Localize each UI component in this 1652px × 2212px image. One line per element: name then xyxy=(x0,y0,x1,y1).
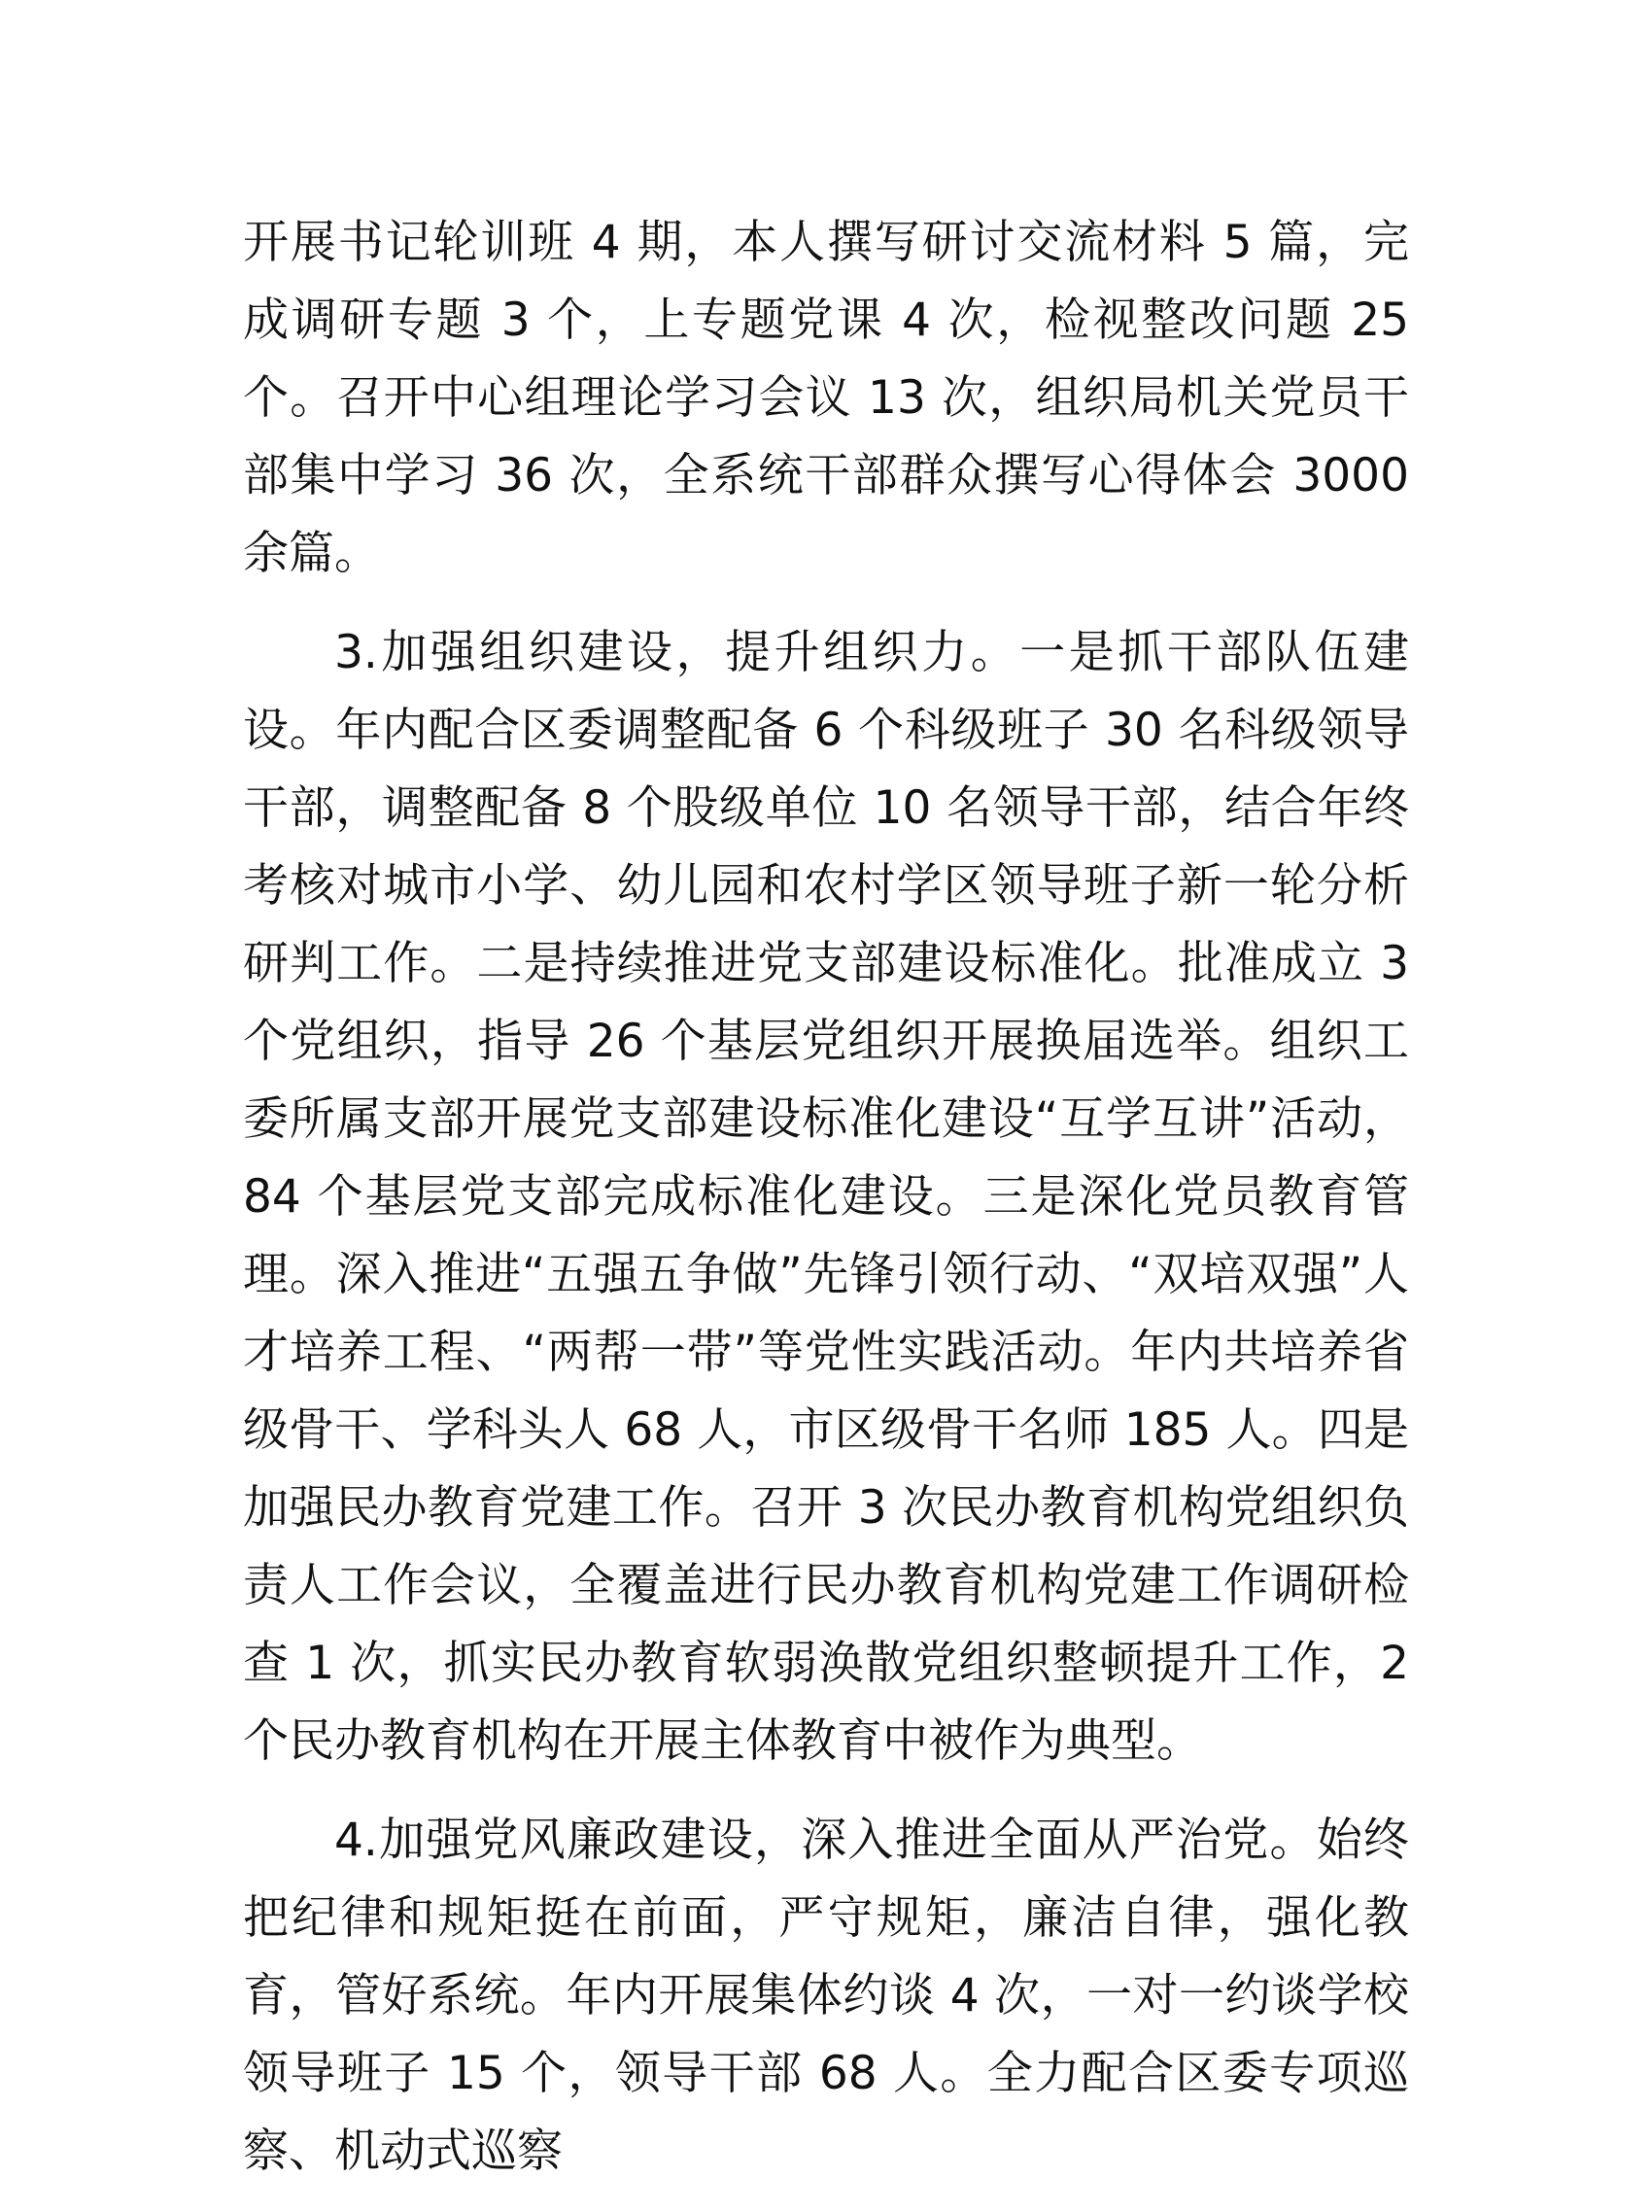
paragraph-party-conduct: 4.加强党风廉政建设，深入推进全面从严治党。始终把纪律和规矩挺在前面，严守规矩，廉洁自律，强化教育，管好系统。年内开展集体约谈 4 次，一对一约谈学校领导班子 15 个，领导干部 68 人。全力配合区委专项巡察、机动式巡察 xyxy=(243,1814,1409,2178)
paragraph-continuation: 开展书记轮训班 4 期，本人撰写研讨交流材料 5 篇，完成调研专题 3 个，上专题党课 4 次，检视整改问题 25 个。召开中心组理论学习会议 13 次，组织局机关党员干部集中学习 36 次，全系统干部群众撰写心得体会 3000 余篇。 xyxy=(243,216,1409,580)
document-page xyxy=(243,204,1409,2212)
paragraph-organization-building: 3.加强组织建设，提升组织力。一是抓干部队伍建设。年内配合区委调整配备 6 个科级班子 30 名科级领导干部，调整配备 8 个股级单位 10 名领导干部，结合年终考核对城市小学、幼儿园和农村学区领导班子新一轮分析研判工作。二是持续推进党支部建设标准化。批准成立 3 个党组织，指导 26 个基层党组织开展换届选举。组织工委所属支部开展党支部建设标准化建设“互学互讲”活动，84 个基层党支部完成标准化建设。三是深化党员教育管理。深入推进“五强五争做”先锋引领行动、“双培双强”人才培养工程、“两帮一带”等党性实践活动。年内共培养省级骨干、学科头人 68 人，市区级骨干名师 185 人。四是加强民办教育党建工作。召开 3 次民办教育机构党组织负责人工作会议，全覆盖进行民办教育机构党建工作调研检查 1 次，抓实民办教育软弱涣散党组织整顿提升工作，2 个民办教育机构在开展主体教育中被作为典型。 xyxy=(243,626,1409,1768)
